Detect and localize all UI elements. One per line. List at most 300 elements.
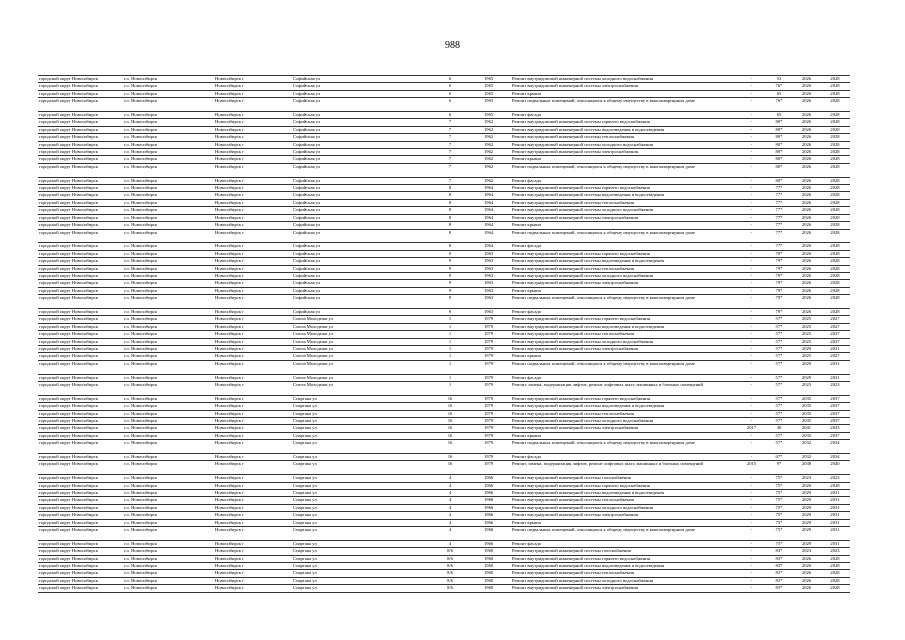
table-row	[38, 141, 850, 148]
settlement-cell: г.о. Новосибирск	[123, 563, 214, 570]
work-type-cell: Ремонт внутридомовой инженерной системы холодного водоснабжения	[511, 504, 738, 511]
street-cell: Спартака ул	[292, 570, 417, 577]
street-cell: Софийская ул	[292, 192, 417, 199]
year-built-cell: 1963	[483, 265, 511, 272]
city-cell: Новосибирск г	[214, 90, 292, 97]
plan-end-cell: 2043	[820, 425, 850, 432]
last-repair-year-cell: -	[738, 504, 765, 511]
settlement-cell: г.о. Новосибирск	[123, 461, 214, 475]
last-repair-year-cell: -	[738, 331, 765, 338]
last-repair-year-cell: -	[738, 540, 765, 547]
plan-start-cell: 2023	[793, 548, 820, 555]
wear-percent-cell: 80*	[765, 149, 793, 156]
city-cell: Новосибирск г	[214, 353, 292, 360]
plan-start-cell: 2025	[793, 353, 820, 360]
plan-end-cell: 2034	[820, 454, 850, 461]
table-row	[38, 482, 850, 489]
last-repair-year-cell: -	[738, 134, 765, 141]
street-cell: Союза Молодежи ул	[292, 374, 417, 381]
house-number-cell: 4	[417, 497, 483, 504]
year-built-cell: 1966	[483, 497, 511, 504]
wear-percent-cell: 57*	[765, 316, 793, 323]
street-cell: Софийская ул	[292, 134, 417, 141]
table-row	[38, 207, 850, 214]
wear-percent-cell: 9*	[765, 461, 793, 475]
street-cell: Спартака ул	[292, 440, 417, 454]
plan-start-cell: 2026	[793, 563, 820, 570]
plan-start-cell: 2026	[793, 76, 820, 83]
street-cell: Софийская ул	[292, 229, 417, 243]
plan-start-cell: 2035	[793, 432, 820, 439]
city-cell: Новосибирск г	[214, 119, 292, 126]
wear-percent-cell: 80*	[765, 126, 793, 133]
settlement-cell: г.о. Новосибирск	[123, 440, 214, 454]
work-type-cell: Ремонт внутридомовой инженерной системы водоотведения и водоотведения	[511, 126, 738, 133]
plan-end-cell: 2028	[820, 265, 850, 272]
municipality-cell: городской округ Новосибирск	[38, 577, 123, 584]
house-number-cell: 9	[417, 272, 483, 279]
wear-percent-cell: 57*	[765, 381, 793, 395]
work-type-cell: Ремонт фасада	[511, 454, 738, 461]
last-repair-year-cell: -	[738, 83, 765, 90]
city-cell: Новосибирск г	[214, 192, 292, 199]
house-number-cell: 6	[417, 90, 483, 97]
wear-percent-cell: 57*	[765, 418, 793, 425]
municipality-cell: городской округ Новосибирск	[38, 585, 123, 592]
plan-end-cell: 2028	[820, 555, 850, 562]
settlement-cell: г.о. Новосибирск	[123, 585, 214, 592]
municipality-cell: городской округ Новосибирск	[38, 308, 123, 315]
plan-start-cell: 2026	[793, 141, 820, 148]
municipality-cell: городской округ Новосибирск	[38, 192, 123, 199]
house-number-cell: 6	[417, 76, 483, 83]
municipality-cell: городской округ Новосибирск	[38, 265, 123, 272]
year-built-cell: 1963	[483, 250, 511, 257]
work-type-cell: Ремонт крыши	[511, 519, 738, 526]
wear-percent-cell: 83*	[765, 585, 793, 592]
work-type-cell: Ремонт внутридомовой инженерной системы электроснабжения	[511, 512, 738, 519]
last-repair-year-cell: -	[738, 177, 765, 184]
settlement-cell: г.о. Новосибирск	[123, 395, 214, 402]
city-cell: Новосибирск г	[214, 454, 292, 461]
year-built-cell: 1960	[483, 570, 511, 577]
settlement-cell: г.о. Новосибирск	[123, 258, 214, 265]
house-number-cell: 7	[417, 141, 483, 148]
city-cell: Новосибирск г	[214, 345, 292, 352]
settlement-cell: г.о. Новосибирск	[123, 76, 214, 83]
street-cell: Спартака ул	[292, 563, 417, 570]
wear-percent-cell: 75*	[765, 512, 793, 519]
wear-percent-cell: 76*	[765, 98, 793, 112]
street-cell: Софийская ул	[292, 265, 417, 272]
plan-end-cell: 2031	[820, 512, 850, 519]
street-cell: Спартака ул	[292, 395, 417, 402]
city-cell: Новосибирск г	[214, 563, 292, 570]
street-cell: Софийская ул	[292, 76, 417, 83]
settlement-cell: г.о. Новосибирск	[123, 243, 214, 250]
street-cell: Софийская ул	[292, 149, 417, 156]
settlement-cell: г.о. Новосибирск	[123, 410, 214, 417]
house-number-cell: 8/6	[417, 577, 483, 584]
street-cell: Спартака ул	[292, 519, 417, 526]
last-repair-year-cell: -	[738, 512, 765, 519]
year-built-cell: 1962	[483, 177, 511, 184]
settlement-cell: г.о. Новосибирск	[123, 403, 214, 410]
table-row	[38, 177, 850, 184]
street-cell: Спартака ул	[292, 475, 417, 482]
plan-start-cell: 2026	[793, 214, 820, 221]
plan-start-cell: 2035	[793, 410, 820, 417]
plan-start-cell: 2026	[793, 295, 820, 309]
table-row	[38, 295, 850, 309]
year-built-cell: 1979	[483, 331, 511, 338]
settlement-cell: г.о. Новосибирск	[123, 295, 214, 309]
settlement-cell: г.о. Новосибирск	[123, 527, 214, 541]
work-type-cell: Ремонт внутридомовой инженерной системы холодного водоснабжения	[511, 76, 738, 83]
municipality-cell: городской округ Новосибирск	[38, 214, 123, 221]
municipality-cell: городской округ Новосибирск	[38, 149, 123, 156]
work-type-cell: Ремонт внутридомовой инженерной системы холодного водоснабжения	[511, 141, 738, 148]
municipality-cell: городской округ Новосибирск	[38, 258, 123, 265]
settlement-cell: г.о. Новосибирск	[123, 490, 214, 497]
last-repair-year-cell: -	[738, 555, 765, 562]
table-row	[38, 548, 850, 555]
plan-end-cell: 2028	[820, 83, 850, 90]
plan-start-cell: 2026	[793, 482, 820, 489]
street-cell: Спартака ул	[292, 454, 417, 461]
city-cell: Новосибирск г	[214, 418, 292, 425]
municipality-cell: городской округ Новосибирск	[38, 295, 123, 309]
wear-percent-cell: 80*	[765, 163, 793, 177]
wear-percent-cell: 57*	[765, 432, 793, 439]
house-number-cell: 8/6	[417, 563, 483, 570]
city-cell: Новосибирск г	[214, 156, 292, 163]
street-cell: Союза Молодежи ул	[292, 331, 417, 338]
municipality-cell: городской округ Новосибирск	[38, 134, 123, 141]
municipality-cell: городской округ Новосибирск	[38, 156, 123, 163]
year-built-cell: 1963	[483, 308, 511, 315]
house-number-cell: 8	[417, 243, 483, 250]
work-type-cell: Ремонт фасада	[511, 308, 738, 315]
last-repair-year-cell: -	[738, 214, 765, 221]
settlement-cell: г.о. Новосибирск	[123, 280, 214, 287]
city-cell: Новосибирск г	[214, 295, 292, 309]
table-row	[38, 156, 850, 163]
street-cell: Спартака ул	[292, 527, 417, 541]
settlement-cell: г.о. Новосибирск	[123, 353, 214, 360]
page-number: 988	[445, 40, 460, 51]
street-cell: Софийская ул	[292, 156, 417, 163]
plan-end-cell: 2028	[820, 163, 850, 177]
municipality-cell: городской округ Новосибирск	[38, 527, 123, 541]
year-built-cell: 1965	[483, 112, 511, 119]
table-row	[38, 555, 850, 562]
wear-percent-cell: 83*	[765, 577, 793, 584]
settlement-cell: г.о. Новосибирск	[123, 570, 214, 577]
plan-start-cell: 2032	[793, 440, 820, 454]
house-number-cell: 7	[417, 134, 483, 141]
plan-end-cell: 2037	[820, 395, 850, 402]
plan-start-cell: 2026	[793, 577, 820, 584]
work-type-cell: Ремонт внутридомовой инженерной системы теплоснабжения	[511, 497, 738, 504]
year-built-cell: 1979	[483, 454, 511, 461]
city-cell: Новосибирск г	[214, 577, 292, 584]
settlement-cell: г.о. Новосибирск	[123, 126, 214, 133]
settlement-cell: г.о. Новосибирск	[123, 512, 214, 519]
city-cell: Новосибирск г	[214, 199, 292, 206]
city-cell: Новосибирск г	[214, 440, 292, 454]
plan-end-cell: 2037	[820, 410, 850, 417]
wear-percent-cell: 57*	[765, 374, 793, 381]
wear-percent-cell: 30	[765, 425, 793, 432]
plan-end-cell: 2028	[820, 149, 850, 156]
plan-start-cell: 2026	[793, 83, 820, 90]
street-cell: Софийская ул	[292, 207, 417, 214]
wear-percent-cell: 67*	[765, 454, 793, 461]
work-type-cell: Ремонт внутридомовой инженерной системы водоотведения и водоотведения	[511, 323, 738, 330]
municipality-cell: городской округ Новосибирск	[38, 425, 123, 432]
municipality-cell: городской округ Новосибирск	[38, 461, 123, 475]
plan-end-cell: 2028	[820, 126, 850, 133]
wear-percent-cell: 77*	[765, 199, 793, 206]
street-cell: Софийская ул	[292, 250, 417, 257]
year-built-cell: 1962	[483, 141, 511, 148]
wear-percent-cell: 77*	[765, 229, 793, 243]
table-row	[38, 440, 850, 454]
plan-end-cell: 2040	[820, 461, 850, 475]
work-type-cell: Ремонт подвальных помещений, относящихся к общему имуществу в многоквартирном доме	[511, 229, 738, 243]
last-repair-year-cell: -	[738, 323, 765, 330]
municipality-cell: городской округ Новосибирск	[38, 177, 123, 184]
city-cell: Новосибирск г	[214, 403, 292, 410]
house-number-cell: 9	[417, 295, 483, 309]
wear-percent-cell: 57*	[765, 410, 793, 417]
year-built-cell: 1960	[483, 563, 511, 570]
wear-percent-cell: 57*	[765, 338, 793, 345]
house-number-cell: 6	[417, 112, 483, 119]
street-cell: Софийская ул	[292, 83, 417, 90]
settlement-cell: г.о. Новосибирск	[123, 482, 214, 489]
wear-percent-cell: 80*	[765, 177, 793, 184]
work-type-cell: Ремонт фасада	[511, 540, 738, 547]
work-type-cell: Ремонт внутридомовой инженерной системы газоснабжения	[511, 475, 738, 482]
plan-end-cell: 2028	[820, 192, 850, 199]
house-number-cell: 4	[417, 540, 483, 547]
municipality-cell: городской округ Новосибирск	[38, 490, 123, 497]
repair-schedule-table	[38, 75, 850, 593]
house-number-cell: 1	[417, 316, 483, 323]
plan-end-cell: 2037	[820, 432, 850, 439]
work-type-cell: Ремонт, замена, модернизация лифтов, ремонт лифтовых шахт, машинных и блочных помещений	[511, 461, 738, 475]
settlement-cell: г.о. Новосибирск	[123, 432, 214, 439]
table-row	[38, 76, 850, 83]
street-cell: Софийская ул	[292, 185, 417, 192]
plan-end-cell: 2037	[820, 418, 850, 425]
wear-percent-cell: 80*	[765, 156, 793, 163]
plan-end-cell: 2028	[820, 482, 850, 489]
work-type-cell: Ремонт подвальных помещений, относящихся к общему имуществу в многоквартирном доме	[511, 98, 738, 112]
last-repair-year-cell: -	[738, 585, 765, 592]
plan-end-cell: 2028	[820, 207, 850, 214]
city-cell: Новосибирск г	[214, 308, 292, 315]
table-row	[38, 119, 850, 126]
year-built-cell: 1979	[483, 374, 511, 381]
city-cell: Новосибирск г	[214, 527, 292, 541]
work-type-cell: Ремонт крыши	[511, 287, 738, 294]
year-built-cell: 1962	[483, 134, 511, 141]
street-cell: Спартака ул	[292, 410, 417, 417]
work-type-cell: Ремонт крыши	[511, 156, 738, 163]
street-cell: Софийская ул	[292, 222, 417, 229]
plan-end-cell: 2028	[820, 229, 850, 243]
work-type-cell: Ремонт внутридомовой инженерной системы теплоснабжения	[511, 331, 738, 338]
work-type-cell: Ремонт внутридомовой инженерной системы горячего водоснабжения	[511, 395, 738, 402]
city-cell: Новосибирск г	[214, 265, 292, 272]
plan-start-cell: 2029	[793, 360, 820, 374]
plan-start-cell: 2026	[793, 185, 820, 192]
city-cell: Новосибирск г	[214, 585, 292, 592]
plan-end-cell: 2034	[820, 440, 850, 454]
plan-start-cell: 2026	[793, 98, 820, 112]
table-row	[38, 199, 850, 206]
house-number-cell: 9	[417, 250, 483, 257]
city-cell: Новосибирск г	[214, 432, 292, 439]
street-cell: Спартака ул	[292, 490, 417, 497]
wear-percent-cell: 79*	[765, 258, 793, 265]
street-cell: Софийская ул	[292, 258, 417, 265]
year-built-cell: 1963	[483, 258, 511, 265]
plan-end-cell: 2027	[820, 316, 850, 323]
municipality-cell: городской округ Новосибирск	[38, 519, 123, 526]
house-number-cell: 4	[417, 482, 483, 489]
city-cell: Новосибирск г	[214, 316, 292, 323]
table-row	[38, 432, 850, 439]
settlement-cell: г.о. Новосибирск	[123, 475, 214, 482]
table-row	[38, 381, 850, 395]
year-built-cell: 1964	[483, 243, 511, 250]
municipality-cell: городской округ Новосибирск	[38, 482, 123, 489]
house-number-cell: 4	[417, 490, 483, 497]
plan-end-cell: 2028	[820, 577, 850, 584]
last-repair-year-cell: -	[738, 395, 765, 402]
settlement-cell: г.о. Новосибирск	[123, 345, 214, 352]
year-built-cell: 1966	[483, 540, 511, 547]
municipality-cell: городской округ Новосибирск	[38, 229, 123, 243]
settlement-cell: г.о. Новосибирск	[123, 250, 214, 257]
table-row	[38, 395, 850, 402]
plan-end-cell: 2031	[820, 527, 850, 541]
settlement-cell: г.о. Новосибирск	[123, 272, 214, 279]
street-cell: Спартака ул	[292, 512, 417, 519]
street-cell: Спартака ул	[292, 585, 417, 592]
settlement-cell: г.о. Новосибирск	[123, 425, 214, 432]
work-type-cell: Ремонт фасада	[511, 243, 738, 250]
city-cell: Новосибирск г	[214, 331, 292, 338]
year-built-cell: 1960	[483, 585, 511, 592]
city-cell: Новосибирск г	[214, 482, 292, 489]
street-cell: Софийская ул	[292, 308, 417, 315]
municipality-cell: городской округ Новосибирск	[38, 280, 123, 287]
settlement-cell: г.о. Новосибирск	[123, 308, 214, 315]
street-cell: Союза Молодежи ул	[292, 345, 417, 352]
work-type-cell: Ремонт внутридомовой инженерной системы водоотведения и водоотведения	[511, 192, 738, 199]
plan-end-cell: 2023	[820, 475, 850, 482]
last-repair-year-cell: 2017	[738, 425, 765, 432]
table-row	[38, 374, 850, 381]
work-type-cell: Ремонт внутридомовой инженерной системы холодного водоснабжения	[511, 272, 738, 279]
table-body	[38, 76, 850, 593]
plan-end-cell: 2031	[820, 504, 850, 511]
wear-percent-cell: 83*	[765, 563, 793, 570]
municipality-cell: городской округ Новосибирск	[38, 76, 123, 83]
plan-start-cell: 2026	[793, 265, 820, 272]
table-row	[38, 512, 850, 519]
work-type-cell: Ремонт внутридомовой инженерной системы электроснабжения	[511, 214, 738, 221]
last-repair-year-cell: -	[738, 353, 765, 360]
last-repair-year-cell: -	[738, 490, 765, 497]
house-number-cell: 8	[417, 214, 483, 221]
plan-end-cell: 2028	[820, 280, 850, 287]
plan-start-cell: 2023	[793, 381, 820, 395]
work-type-cell: Ремонт внутридомовой инженерной системы теплоснабжения	[511, 410, 738, 417]
year-built-cell: 1979	[483, 395, 511, 402]
settlement-cell: г.о. Новосибирск	[123, 331, 214, 338]
plan-end-cell: 2028	[820, 585, 850, 592]
year-built-cell: 1966	[483, 482, 511, 489]
settlement-cell: г.о. Новосибирск	[123, 112, 214, 119]
year-built-cell: 1966	[483, 504, 511, 511]
house-number-cell: 6	[417, 98, 483, 112]
street-cell: Спартака ул	[292, 540, 417, 547]
last-repair-year-cell: -	[738, 475, 765, 482]
plan-end-cell: 2027	[820, 338, 850, 345]
plan-start-cell: 2029	[793, 527, 820, 541]
city-cell: Новосибирск г	[214, 461, 292, 475]
plan-start-cell: 2029	[793, 504, 820, 511]
last-repair-year-cell: -	[738, 308, 765, 315]
street-cell: Спартака ул	[292, 497, 417, 504]
work-type-cell: Ремонт внутридомовой инженерной системы холодного водоснабжения	[511, 577, 738, 584]
wear-percent-cell: 79*	[765, 280, 793, 287]
street-cell: Союза Молодежи ул	[292, 360, 417, 374]
municipality-cell: городской округ Новосибирск	[38, 250, 123, 257]
work-type-cell: Ремонт внутридомовой инженерной системы холодного водоснабжения	[511, 338, 738, 345]
year-built-cell: 1966	[483, 527, 511, 541]
municipality-cell: городской округ Новосибирск	[38, 475, 123, 482]
city-cell: Новосибирск г	[214, 83, 292, 90]
house-number-cell: 9	[417, 265, 483, 272]
work-type-cell: Ремонт внутридомовой инженерной системы горячего водоснабжения	[511, 316, 738, 323]
settlement-cell: г.о. Новосибирск	[123, 185, 214, 192]
street-cell: Софийская ул	[292, 199, 417, 206]
plan-start-cell: 2026	[793, 308, 820, 315]
plan-start-cell: 2029	[793, 519, 820, 526]
settlement-cell: г.о. Новосибирск	[123, 229, 214, 243]
street-cell: Спартака ул	[292, 403, 417, 410]
plan-start-cell: 2025	[793, 331, 820, 338]
year-built-cell: 1979	[483, 338, 511, 345]
settlement-cell: г.о. Новосибирск	[123, 504, 214, 511]
street-cell: Союза Молодежи ул	[292, 338, 417, 345]
city-cell: Новосибирск г	[214, 141, 292, 148]
house-number-cell: 16	[417, 395, 483, 402]
plan-start-cell: 2029	[793, 490, 820, 497]
municipality-cell: городской округ Новосибирск	[38, 98, 123, 112]
settlement-cell: г.о. Новосибирск	[123, 577, 214, 584]
last-repair-year-cell: -	[738, 482, 765, 489]
work-type-cell: Ремонт внутридомовой инженерной системы теплоснабжения	[511, 199, 738, 206]
table-row	[38, 98, 850, 112]
